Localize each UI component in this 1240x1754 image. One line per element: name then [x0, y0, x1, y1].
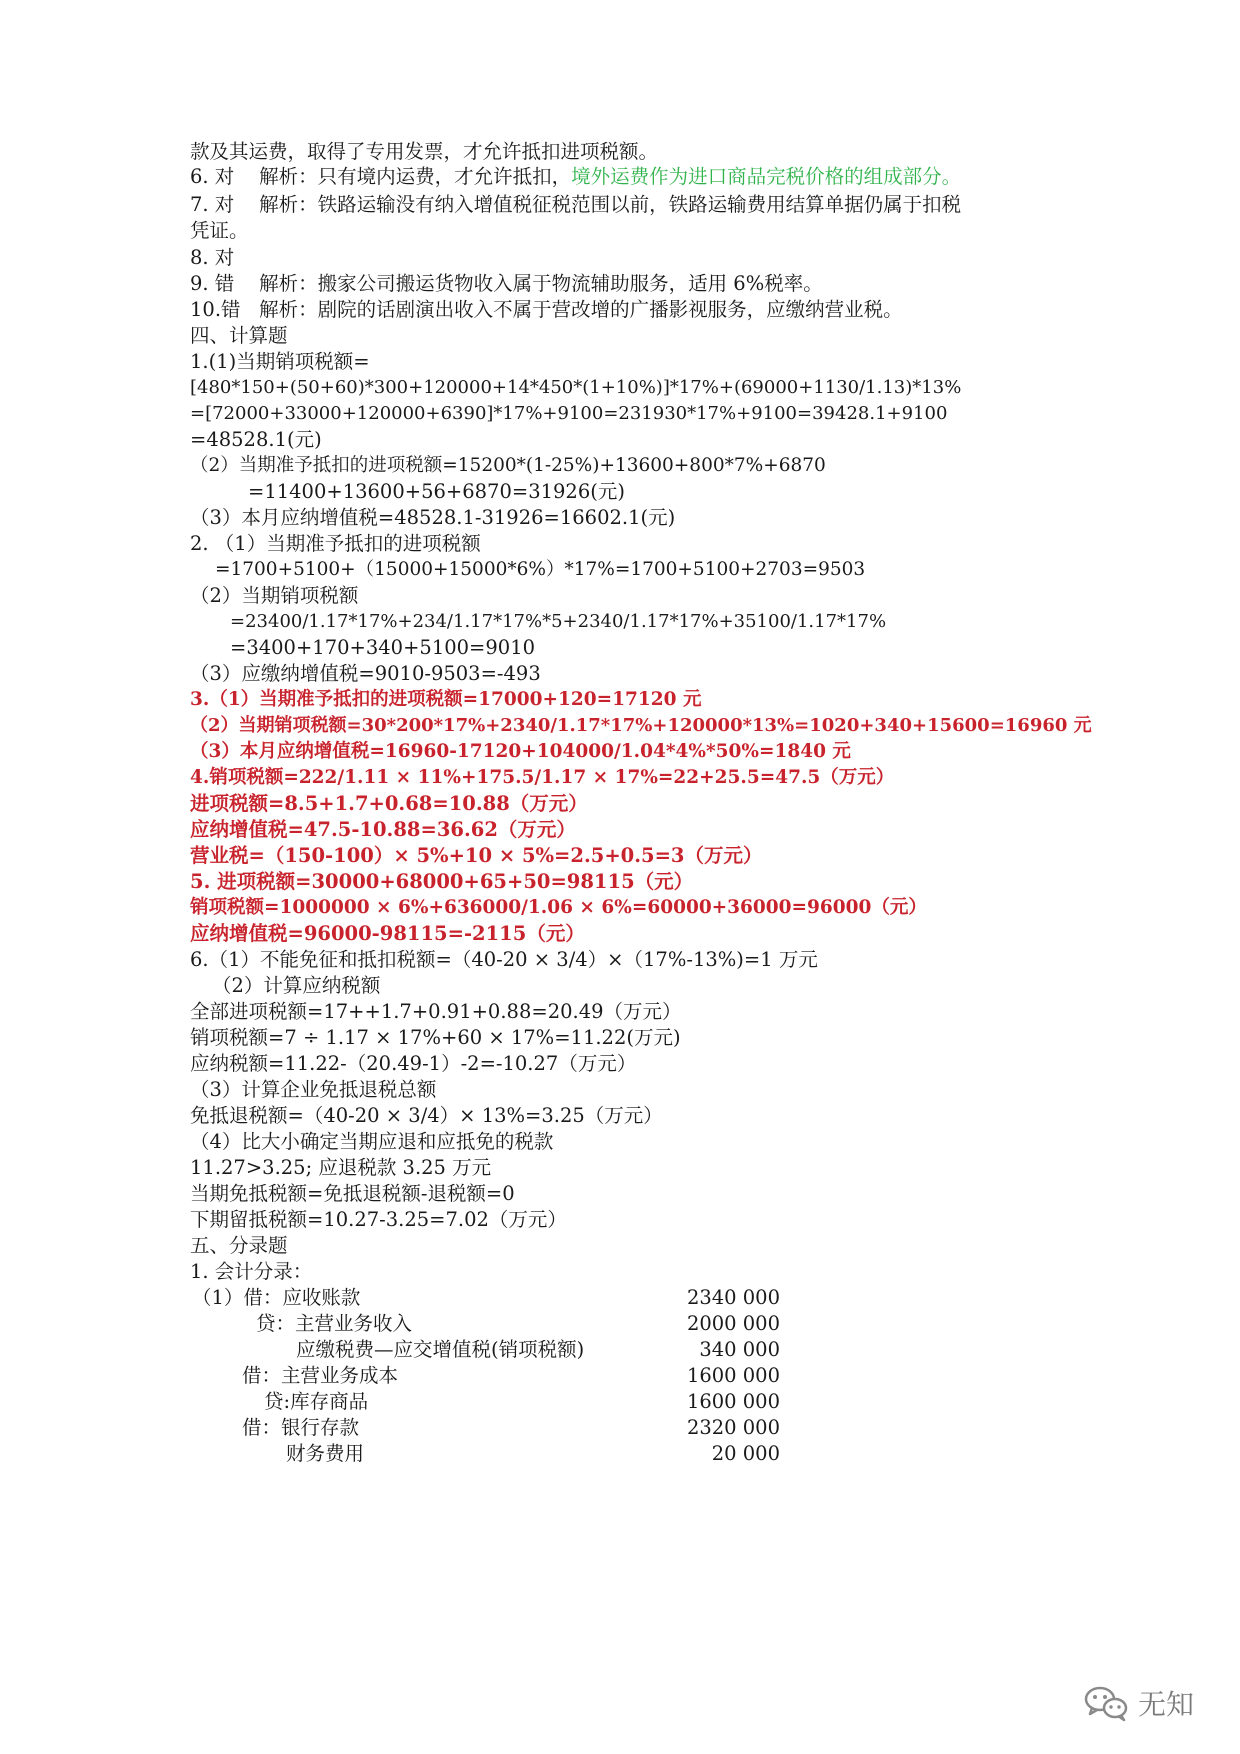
entry-account: 贷:库存商品 — [264, 1390, 369, 1413]
formula-line: =[72000+33000+120000+6390]*17%+9100=231930*17%+9100=39428.1+9100 — [190, 403, 948, 424]
red-line: 销项税额=1000000 × 6%+636000/1.06 × 6%=60000+36000=96000（元） — [190, 897, 927, 918]
red-line: 应纳增值税=47.5-10.88=36.62（万元） — [190, 818, 576, 841]
text-line: （3）应缴纳增值税=9010-9503=-493 — [190, 662, 541, 685]
formula-line: =3400+170+340+5100=9010 — [230, 636, 536, 659]
entry-account: （1）借：应收账款 — [192, 1286, 361, 1309]
watermark-text: 无知 — [1137, 1688, 1194, 1721]
text-line: 6.（1）不能免征和抵扣税额=（40-20 × 3/4）×（17%-13%)=1 万元 — [190, 948, 818, 971]
text-line: （2）当期准予抵扣的进项税额=15200*(1-25%)+13600+800*7%+6870 — [190, 455, 826, 476]
text-line: 10.错 解析：剧院的话剧演出收入不属于营改增的广播影视服务，应缴纳营业税。 — [190, 298, 903, 321]
text-line: 1.(1)当期销项税额= — [190, 350, 370, 373]
red-line: 4.销项税额=222/1.11 × 11%+175.5/1.17 × 17%=22+25.5=47.5（万元） — [190, 767, 895, 788]
formula-line: =48528.1(元) — [190, 428, 322, 451]
text-line: （4）比大小确定当期应退和应抵免的税款 — [190, 1130, 554, 1153]
text-line: 下期留抵税额=10.27-3.25=7.02（万元） — [190, 1208, 567, 1231]
text-line: 2. （1）当期准予抵扣的进项税额 — [190, 532, 481, 555]
formula-line: [480*150+(50+60)*300+120000+14*450*(1+10%)]*17%+(69000+1130/1.13)*13% — [190, 377, 962, 398]
red-line: （3）本月应纳增值税=16960-17120+104000/1.04*4%*50%=1840 元 — [190, 741, 851, 762]
section-heading: 五、分录题 — [190, 1234, 288, 1257]
entry-amount: 2340 000 — [686, 1286, 780, 1309]
formula-line: =1700+5100+（15000+15000*6%）*17%=1700+5100+2703=9503 — [215, 559, 866, 580]
text-line: 销项税额=7 ÷ 1.17 × 17%+60 × 17%=11.22(万元) — [190, 1026, 681, 1049]
red-line: 5. 进项税额=30000+68000+65+50=98115（元） — [190, 870, 694, 893]
text-line: 款及其运费，取得了专用发票，才允许抵扣进项税额。 — [190, 140, 659, 163]
entry-amount: 20 000 — [711, 1442, 780, 1465]
text-line: 11.27>3.25; 应退税款 3.25 万元 — [190, 1156, 492, 1179]
text-line: （3）本月应纳增值税=48528.1-31926=16602.1(元) — [190, 506, 676, 529]
entry-account: 借：主营业务成本 — [242, 1364, 399, 1387]
text-line: 当期免抵税额=免抵退税额-退税额=0 — [190, 1182, 515, 1205]
watermark — [1082, 1678, 1194, 1728]
red-line: 应纳增值税=96000-98115=-2115（元） — [190, 922, 585, 945]
red-line: 营业税=（150-100）× 5%+10 × 5%=2.5+0.5=3（万元） — [190, 844, 763, 867]
entry-amount: 340 000 — [699, 1338, 780, 1361]
text-line — [190, 165, 961, 189]
highlight-green: 境外运费作为进口商品完税价格的组成部分。 — [571, 165, 962, 188]
text-line: 9. 错 解析：搬家公司搬运货物收入属于物流辅助服务，适用 6%税率。 — [190, 272, 823, 295]
entry-account: 借：银行存款 — [242, 1416, 360, 1439]
section-heading: 四、计算题 — [190, 324, 288, 347]
text-line: 应纳税额=11.22-（20.49-1）-2=-10.27（万元） — [190, 1052, 637, 1075]
text-line: 免抵退税额=（40-20 × 3/4）× 13%=3.25（万元） — [190, 1104, 663, 1127]
entry-amount: 1600 000 — [686, 1364, 780, 1387]
entry-account: 贷：主营业务收入 — [256, 1312, 413, 1335]
text-line: 8. 对 — [190, 246, 235, 269]
line-main: 6. 对 解析：只有境内运费，才允许抵扣， — [190, 165, 572, 188]
entry-amount: 2320 000 — [686, 1416, 780, 1439]
text-line: 1. 会计分录： — [190, 1260, 313, 1283]
entry-account: 应缴税费—应交增值税(销项税额) — [296, 1338, 585, 1361]
entry-account: 财务费用 — [286, 1442, 365, 1465]
text-line: 7. 对 解析：铁路运输没有纳入增值税征税范围以前，铁路运输费用结算单据仍属于扣税 — [190, 193, 962, 216]
text-line: 凭证。 — [190, 219, 249, 242]
entry-amount: 1600 000 — [686, 1390, 780, 1413]
text-line: 全部进项税额=17++1.7+0.91+0.88=20.49（万元） — [190, 1000, 682, 1023]
entry-amount: 2000 000 — [686, 1312, 780, 1335]
red-line: （2）当期销项税额=30*200*17%+2340/1.17*17%+120000*13%=1020+340+15600=16960 元 — [190, 715, 1092, 736]
text-line: （2）计算应纳税额 — [212, 974, 381, 997]
formula-line: =11400+13600+56+6870=31926(元) — [248, 480, 625, 503]
text-line: （2）当期销项税额 — [190, 584, 359, 607]
text-line: （3）计算企业免抵退税总额 — [190, 1078, 437, 1101]
wechat-icon — [1082, 1683, 1130, 1723]
formula-line: =23400/1.17*17%+234/1.17*17%*5+2340/1.17*17%+35100/1.17*17% — [230, 611, 887, 632]
red-line: 进项税额=8.5+1.7+0.68=10.88（万元） — [190, 792, 588, 815]
red-line: 3.（1）当期准予抵扣的进项税额=17000+120=17120 元 — [190, 689, 702, 710]
